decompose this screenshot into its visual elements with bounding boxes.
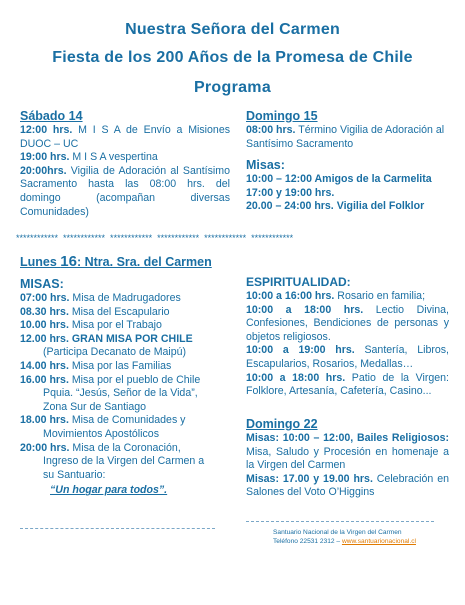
domingo15-misa-1: 10:00 – 12:00 Amigos de la Carmelita <box>246 173 432 186</box>
lunes-item-6-sub-1: Pquia. “Jesús, Señor de la Vida”, <box>43 387 198 400</box>
espiritualidad-item-2: 10:00 a 18:00 hrs. Lectio Divina, Confesiones, Bendiciones de personas y objetos religiosos. <box>246 303 449 343</box>
footer <box>273 528 416 546</box>
right-divider <box>246 521 434 522</box>
title-line-1: Nuestra Señora del Carmen <box>125 21 340 38</box>
left-divider <box>20 528 215 529</box>
domingo15-misa-3: 20.00 – 24:00 hrs. Vigilia del Folklor <box>246 200 425 213</box>
domingo15-misas-title: Misas: <box>246 158 285 173</box>
lunes-item-7-sub: Movimientos Apostólicos <box>43 427 159 440</box>
lunes-item-6-sub-2: Zona Sur de Santiago <box>43 400 147 413</box>
espiritualidad-section <box>246 274 449 399</box>
espiritualidad-title: ESPIRITUALIDAD: <box>246 275 351 289</box>
sabado-item-2: 19:00 hrs. M I S A vespertina <box>20 151 158 164</box>
footer-website-link[interactable]: www.santuarionacional.cl <box>341 538 416 545</box>
espiritualidad-item-1: 10:00 a 16:00 hrs. Rosario en familia; <box>246 290 426 302</box>
lunes-item-4: 12.00 hrs. GRAN MISA POR CHILE <box>20 332 193 345</box>
sabado-title: Sábado 14 <box>20 109 83 123</box>
espiritualidad-item-3: 10:00 a 19:00 hrs. Santería, Libros, Escapularios, Rosarios, Medallas… <box>246 344 449 370</box>
lunes-item-2: 08.30 hrs. Misa del Escapulario <box>20 305 170 318</box>
lunes-items-list <box>20 292 235 346</box>
domingo22-misa-2: Misas: 17.00 y 19.00 hrs. Celebración en Salones del Voto O’Higgins <box>246 472 449 499</box>
lunes-item-3: 10.00 hrs. Misa por el Trabajo <box>20 319 162 332</box>
lunes-item-6: 16.00 hrs. Misa por el pueblo de Chile <box>20 373 201 386</box>
lunes-item-8: 20:00 hrs. Misa de la Coronación, <box>20 441 181 454</box>
domingo15-title: Domingo 15 <box>246 109 318 123</box>
footer-contact: Teléfono 22531 2312 – www.santuarionacional.cl <box>273 538 416 545</box>
domingo15-item-1: 08:00 hrs. Término Vigilia de Adoración al Santísimo Sacramento <box>246 124 445 150</box>
domingo22-misa-1: Misas: 10:00 – 12:00, Bailes Religiosos: Misa, Saludo y Procesión en homenaje a la Virgen del Carmen <box>246 432 449 472</box>
lunes-item-4-sub: (Participa Decanato de Maipú) <box>43 346 187 359</box>
lunes-item-8-sub-1: Ingreso de la Virgen del Carmen a <box>43 455 205 468</box>
domingo15-section <box>246 108 451 214</box>
domingo15-misa-2: 17:00 y 19:00 hrs. <box>246 186 335 199</box>
title-line-3: Programa <box>193 79 272 96</box>
lunes-item-7: 18.00 hrs. Misa de Comunidades y <box>20 414 186 427</box>
asterisk-separator: ************ ************ ************ ************ ************ ************ <box>16 233 294 243</box>
domingo22-section <box>246 416 449 500</box>
footer-org: Santuario Nacional de la Virgen del Carmen <box>273 529 402 536</box>
espiritualidad-item-4: 10:00 a 18:00 hrs. Patio de la Virgen: Folklore, Artesanía, Cafetería, Casino... <box>246 371 449 398</box>
domingo22-title: Domingo 22 <box>246 417 318 431</box>
sabado-item-1: 12:00 hrs. M I S A de Envío a Misiones DUOC – UC <box>20 124 231 150</box>
lunes-item-5: 14.00 hrs. Misa por las Familias <box>20 359 172 372</box>
lunes-item-1: 07:00 hrs. Misa de Madrugadores <box>20 292 181 304</box>
lunes-quote: “Un hogar para todos”. <box>50 484 168 497</box>
lunes-title: Lunes 16: Ntra. Sra. del Carmen <box>20 253 212 270</box>
sabado-section <box>20 108 230 219</box>
sabado-item-3: 20:00hrs. Vigilia de Adoración al Santísimo Sacramento hasta las 08:00 hrs. del domingo (acompañan diversas Comunidades) <box>20 164 230 218</box>
lunes-section <box>20 254 235 498</box>
lunes-misas-title: MISAS: <box>20 277 64 291</box>
lunes-item-8-sub-2: su Santuario: <box>43 468 106 481</box>
title-line-2: Fiesta de los 200 Años de la Promesa de Chile <box>52 49 413 66</box>
